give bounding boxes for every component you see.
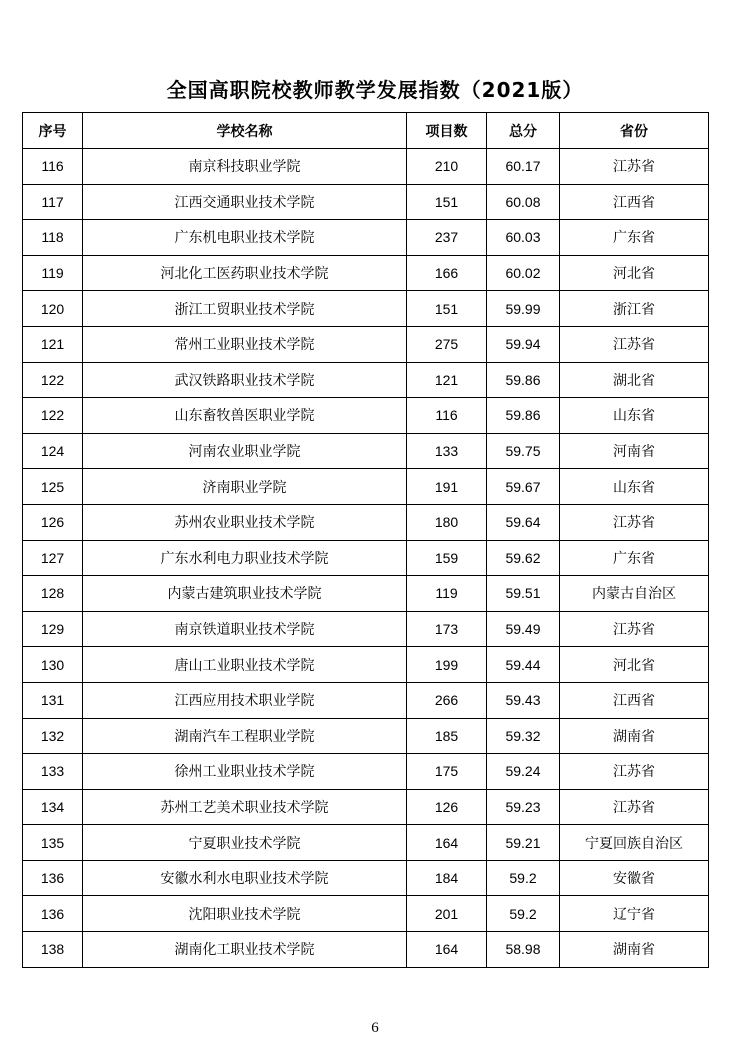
school-name-cell: 徐州工业职业技术学院 [83, 754, 407, 790]
province-cell: 湖南省 [560, 932, 709, 968]
school-name-cell: 南京铁道职业技术学院 [83, 611, 407, 647]
school-name-cell: 广东机电职业技术学院 [83, 220, 407, 256]
table-row [23, 184, 709, 220]
table-row [23, 825, 709, 861]
total-score-cell: 59.43 [487, 682, 560, 718]
school-name-cell: 湖南化工职业技术学院 [83, 932, 407, 968]
total-score-cell: 60.03 [487, 220, 560, 256]
project-count-cell: 191 [407, 469, 487, 505]
school-name-cell: 浙江工贸职业技术学院 [83, 291, 407, 327]
header-total-score: 总分 [487, 113, 560, 149]
school-name-cell: 河南农业职业学院 [83, 433, 407, 469]
rank-cell: 116 [23, 149, 83, 185]
school-name-cell: 广东水利电力职业技术学院 [83, 540, 407, 576]
rank-cell: 128 [23, 576, 83, 612]
province-cell: 内蒙古自治区 [560, 576, 709, 612]
rank-cell: 121 [23, 326, 83, 362]
province-cell: 江苏省 [560, 504, 709, 540]
project-count-cell: 133 [407, 433, 487, 469]
project-count-cell: 164 [407, 932, 487, 968]
total-score-cell: 59.86 [487, 362, 560, 398]
school-name-cell: 江西交通职业技术学院 [83, 184, 407, 220]
total-score-cell: 59.62 [487, 540, 560, 576]
table-row [23, 469, 709, 505]
rank-cell: 117 [23, 184, 83, 220]
table-header-row [23, 113, 709, 149]
header-project-count: 项目数 [407, 113, 487, 149]
province-cell: 江苏省 [560, 149, 709, 185]
total-score-cell: 60.17 [487, 149, 560, 185]
rank-cell: 136 [23, 896, 83, 932]
rank-cell: 119 [23, 255, 83, 291]
project-count-cell: 116 [407, 398, 487, 434]
header-rank: 序号 [23, 113, 83, 149]
total-score-cell: 58.98 [487, 932, 560, 968]
table-row [23, 682, 709, 718]
rank-cell: 127 [23, 540, 83, 576]
school-name-cell: 沈阳职业技术学院 [83, 896, 407, 932]
school-name-cell: 内蒙古建筑职业技术学院 [83, 576, 407, 612]
province-cell: 山东省 [560, 398, 709, 434]
table-row [23, 255, 709, 291]
school-name-cell: 安徽水利水电职业技术学院 [83, 860, 407, 896]
project-count-cell: 173 [407, 611, 487, 647]
table-row [23, 540, 709, 576]
province-cell: 河南省 [560, 433, 709, 469]
rank-cell: 134 [23, 789, 83, 825]
province-cell: 湖北省 [560, 362, 709, 398]
school-name-cell: 宁夏职业技术学院 [83, 825, 407, 861]
rank-cell: 125 [23, 469, 83, 505]
project-count-cell: 184 [407, 860, 487, 896]
rank-cell: 138 [23, 932, 83, 968]
province-cell: 浙江省 [560, 291, 709, 327]
province-cell: 江苏省 [560, 789, 709, 825]
school-name-cell: 苏州农业职业技术学院 [83, 504, 407, 540]
total-score-cell: 59.51 [487, 576, 560, 612]
total-score-cell: 59.23 [487, 789, 560, 825]
rank-cell: 136 [23, 860, 83, 896]
province-cell: 江西省 [560, 184, 709, 220]
table-row [23, 611, 709, 647]
school-name-cell: 常州工业职业技术学院 [83, 326, 407, 362]
total-score-cell: 59.86 [487, 398, 560, 434]
table-row [23, 220, 709, 256]
table-row [23, 362, 709, 398]
rank-cell: 132 [23, 718, 83, 754]
total-score-cell: 59.49 [487, 611, 560, 647]
table-row [23, 433, 709, 469]
project-count-cell: 210 [407, 149, 487, 185]
rank-cell: 131 [23, 682, 83, 718]
project-count-cell: 119 [407, 576, 487, 612]
total-score-cell: 60.08 [487, 184, 560, 220]
total-score-cell: 59.64 [487, 504, 560, 540]
project-count-cell: 180 [407, 504, 487, 540]
rank-cell: 135 [23, 825, 83, 861]
project-count-cell: 121 [407, 362, 487, 398]
school-name-cell: 河北化工医药职业技术学院 [83, 255, 407, 291]
project-count-cell: 175 [407, 754, 487, 790]
province-cell: 江苏省 [560, 611, 709, 647]
rank-cell: 133 [23, 754, 83, 790]
school-name-cell: 山东畜牧兽医职业学院 [83, 398, 407, 434]
project-count-cell: 185 [407, 718, 487, 754]
table-row [23, 647, 709, 683]
rank-cell: 118 [23, 220, 83, 256]
ranking-table [22, 112, 709, 968]
project-count-cell: 151 [407, 184, 487, 220]
project-count-cell: 166 [407, 255, 487, 291]
rank-cell: 122 [23, 398, 83, 434]
total-score-cell: 59.21 [487, 825, 560, 861]
province-cell: 江苏省 [560, 326, 709, 362]
header-school-name: 学校名称 [83, 113, 407, 149]
total-score-cell: 59.2 [487, 896, 560, 932]
rank-cell: 129 [23, 611, 83, 647]
school-name-cell: 湖南汽车工程职业学院 [83, 718, 407, 754]
table-body [23, 149, 709, 968]
total-score-cell: 59.2 [487, 860, 560, 896]
table-row [23, 326, 709, 362]
rank-cell: 124 [23, 433, 83, 469]
table-row [23, 398, 709, 434]
header-province: 省份 [560, 113, 709, 149]
page-title: 全国高职院校教师教学发展指数（2021版） [166, 78, 584, 102]
table-row [23, 789, 709, 825]
project-count-cell: 201 [407, 896, 487, 932]
project-count-cell: 266 [407, 682, 487, 718]
page-number: 6 [371, 1020, 379, 1036]
project-count-cell: 126 [407, 789, 487, 825]
province-cell: 河北省 [560, 255, 709, 291]
school-name-cell: 武汉铁路职业技术学院 [83, 362, 407, 398]
rank-cell: 126 [23, 504, 83, 540]
table-row [23, 576, 709, 612]
province-cell: 辽宁省 [560, 896, 709, 932]
total-score-cell: 59.32 [487, 718, 560, 754]
school-name-cell: 苏州工艺美术职业技术学院 [83, 789, 407, 825]
province-cell: 河北省 [560, 647, 709, 683]
total-score-cell: 59.67 [487, 469, 560, 505]
rank-cell: 130 [23, 647, 83, 683]
table-row [23, 718, 709, 754]
province-cell: 宁夏回族自治区 [560, 825, 709, 861]
province-cell: 江西省 [560, 682, 709, 718]
school-name-cell: 江西应用技术职业学院 [83, 682, 407, 718]
province-cell: 安徽省 [560, 860, 709, 896]
province-cell: 广东省 [560, 220, 709, 256]
province-cell: 广东省 [560, 540, 709, 576]
project-count-cell: 151 [407, 291, 487, 327]
province-cell: 山东省 [560, 469, 709, 505]
total-score-cell: 59.24 [487, 754, 560, 790]
table-row [23, 149, 709, 185]
total-score-cell: 59.99 [487, 291, 560, 327]
province-cell: 江苏省 [560, 754, 709, 790]
project-count-cell: 275 [407, 326, 487, 362]
project-count-cell: 159 [407, 540, 487, 576]
project-count-cell: 237 [407, 220, 487, 256]
table-row [23, 932, 709, 968]
table-row [23, 860, 709, 896]
rank-cell: 120 [23, 291, 83, 327]
project-count-cell: 199 [407, 647, 487, 683]
rank-cell: 122 [23, 362, 83, 398]
total-score-cell: 59.94 [487, 326, 560, 362]
table-row [23, 504, 709, 540]
table-row [23, 896, 709, 932]
total-score-cell: 60.02 [487, 255, 560, 291]
total-score-cell: 59.75 [487, 433, 560, 469]
school-name-cell: 唐山工业职业技术学院 [83, 647, 407, 683]
table-row [23, 754, 709, 790]
total-score-cell: 59.44 [487, 647, 560, 683]
school-name-cell: 济南职业学院 [83, 469, 407, 505]
province-cell: 湖南省 [560, 718, 709, 754]
project-count-cell: 164 [407, 825, 487, 861]
table-row [23, 291, 709, 327]
school-name-cell: 南京科技职业学院 [83, 149, 407, 185]
